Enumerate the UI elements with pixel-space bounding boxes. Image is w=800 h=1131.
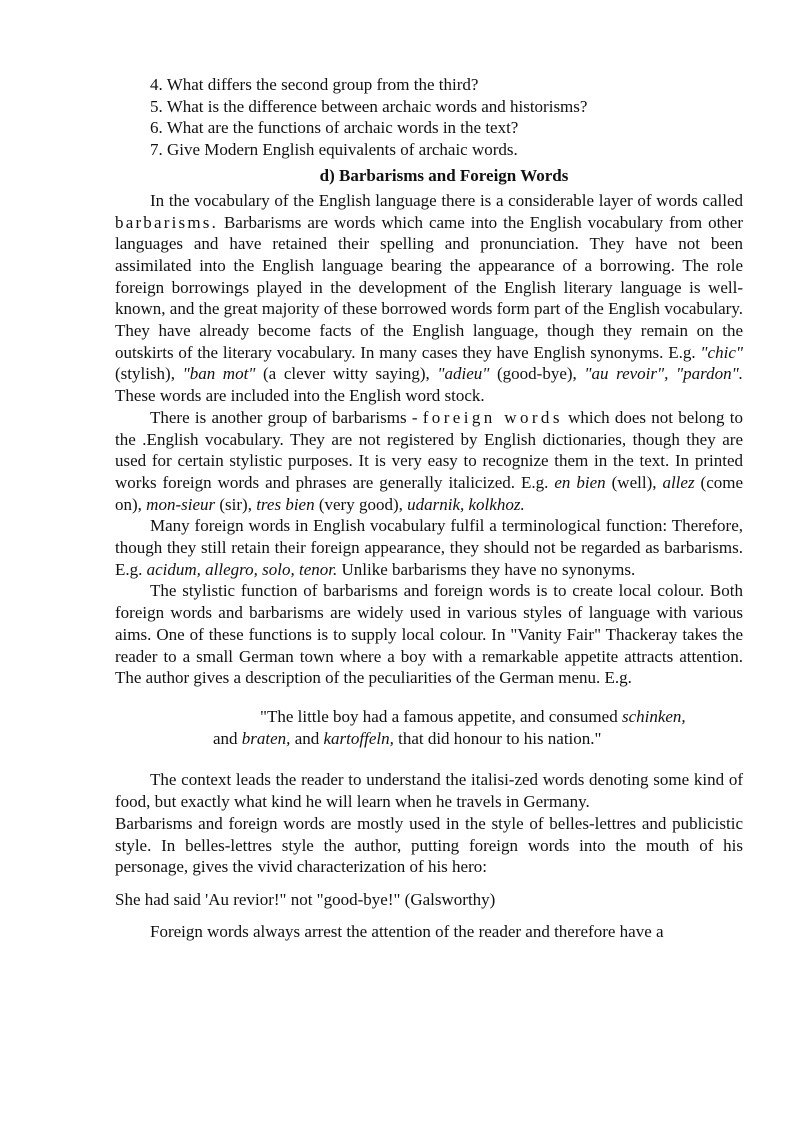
paragraph-barbarisms-intro: In the vocabulary of the English language there is a considerable layer of words called barbarisms. Barbarisms are words which came into the English vocabulary from other languages and have retained their spelling and pronunciation. They have not been assimilated into the English language bearing the appearance of a borrowing. The role foreign borrowings played in the development of the English literary language is well-known, and the great majority of these borrowed words form part of the English vocabulary. They have already become facts of the English language, though they remain on the outskirts of the literary vocabulary. In many cases they have English synonyms. E.g. "chic" (stylish), "ban mot" (a clever witty saying), "adieu" (good-bye), "au revoir", "pardon". These words are included into the English word stock. <box>115 190 744 406</box>
paragraph-context: The context leads the reader to understand the italisi-zed words denoting some kind of food, but exactly what kind he will learn when he travels in Germany. <box>115 770 743 812</box>
paragraph-stylistic-function: The stylistic function of barbarisms and foreign words is to create local colour. Both foreign words and barbarisms are widely used in various styles of language with various aims. One of these functions is to supply local colour. In "Vanity Fair" Thackeray takes the reader to a small German town where a boy with a remarkable appetite attracts attention. The author gives a description of the peculiarities of the German menu. E.g. <box>115 581 743 688</box>
example-word: "ban mot" <box>182 364 256 384</box>
example-word: mon-sieur <box>146 494 216 514</box>
paragraph-belles-lettres: Barbarisms and foreign words are mostly used in the style of belles-lettres and publicistic style. In belles-lettres style the author, putting foreign words into the mouth of his personage, gives the vivid characterization of his hero: <box>115 813 743 877</box>
question-list <box>150 74 743 161</box>
example-word: "au revoir", "pardon". <box>584 364 744 384</box>
paragraph-attention: Foreign words always arrest the attention of the reader and therefore have a <box>150 921 664 941</box>
example-word: "chic" <box>700 342 743 362</box>
quotation <box>115 706 743 749</box>
paragraph-terminological: Many foreign words in English vocabulary fulfil a terminological function: Therefore, though they still retain their foreign appearance, they should not be regarded as barbarisms. E.g. acidum, allegro, solo, tenor. Unlike barbarisms they have no synonyms. <box>115 516 743 579</box>
question-item: 4. What differs the second group from the third? <box>150 75 479 94</box>
example-word: "adieu" <box>437 364 490 384</box>
example-word: en bien <box>554 472 606 492</box>
question-item: 6. What are the functions of archaic words in the text? <box>150 118 519 138</box>
quote-line: "The little boy had a famous appetite, and consumed schinken, <box>260 706 686 726</box>
example-word: acidum, allegro, solo, tenor. <box>146 559 338 579</box>
question-item: 5. What is the difference between archaic words and historisms? <box>150 96 588 116</box>
example-word: allez <box>662 472 695 492</box>
example-word: udarnik, kolkhoz. <box>407 494 525 514</box>
spaced-term: foreign words <box>422 407 563 427</box>
document-page <box>115 74 743 942</box>
spaced-term: barbarisms. <box>115 212 219 232</box>
example-line: She had said 'Au revior!" not "good-bye!" (Galsworthy) <box>115 889 496 909</box>
question-item: 7. Give Modern English equivalents of archaic words. <box>150 140 518 160</box>
section-title: d) Barbarisms and Foreign Words <box>319 165 569 185</box>
quote-line: and braten, and kartoffeln, that did honour to his nation." <box>213 728 602 748</box>
paragraph-foreign-words: There is another group of barbarisms - foreign words which does not belong to the .English vocabulary. They are not registered by English dictionaries, though they are used for certain stylistic purposes. It is very easy to recognize them in the text. In printed works foreign words and phrases are generally italicized. E.g. en bien (well), allez (come on), mon-sieur (sir), tres bien (very good), udarnik, kolkhoz. <box>115 407 744 514</box>
example-word: tres bien <box>256 494 315 514</box>
